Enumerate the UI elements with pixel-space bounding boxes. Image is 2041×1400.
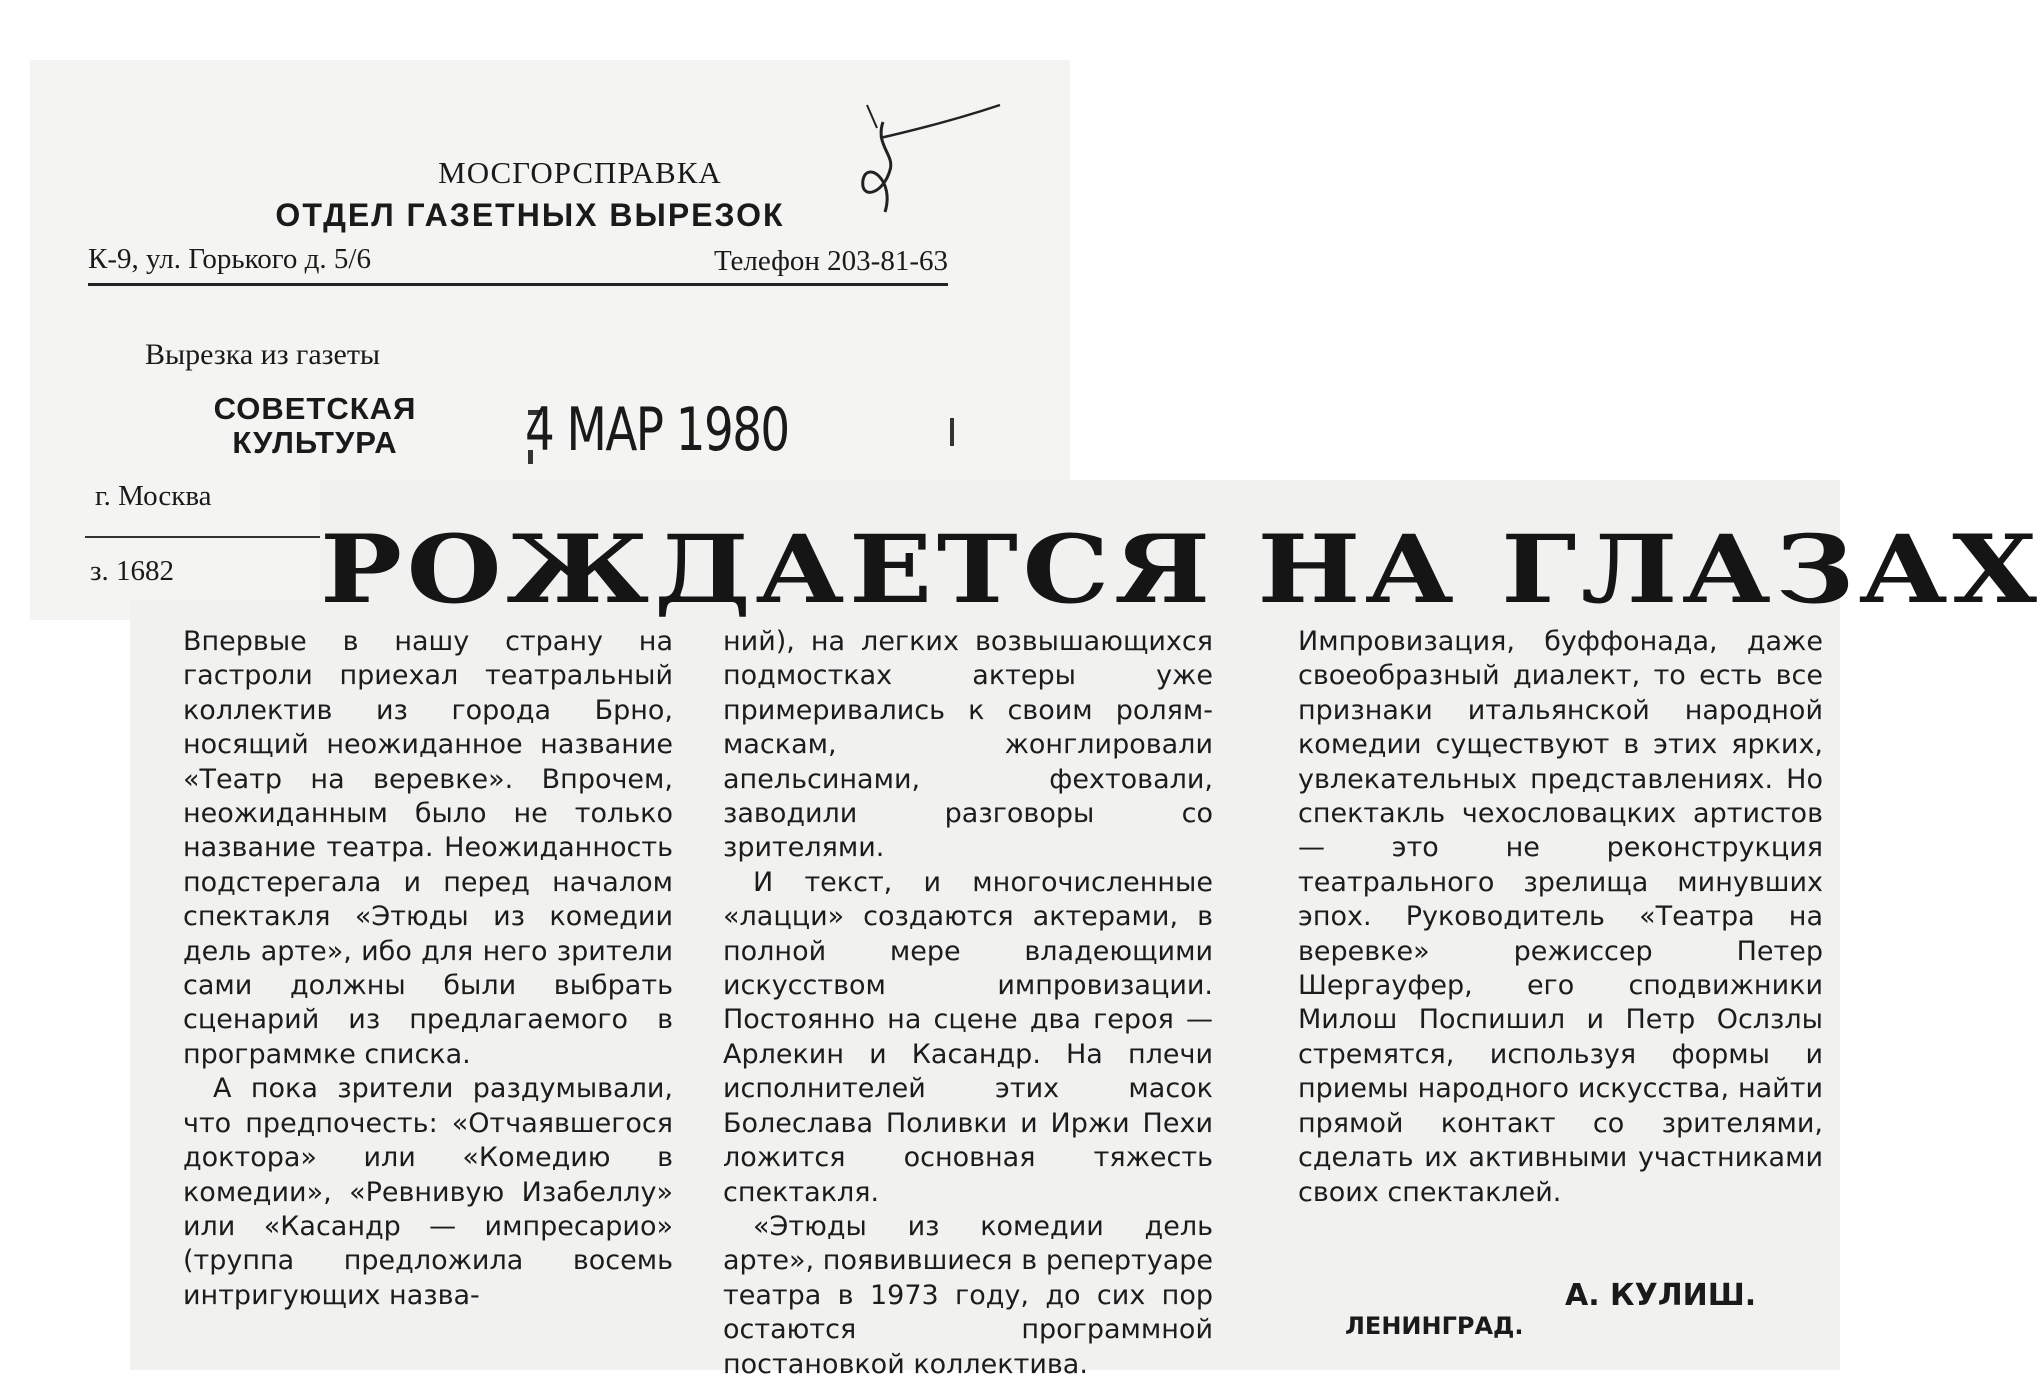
agency-name: МОСГОРСПРАВКА bbox=[438, 155, 722, 190]
order-number: з. 1682 bbox=[90, 555, 174, 587]
address-row bbox=[88, 243, 948, 286]
article-column-1 bbox=[183, 625, 673, 1313]
handwritten-mark bbox=[855, 100, 1005, 220]
city: г. Москва bbox=[95, 480, 212, 512]
author-signature: А. КУЛИШ. bbox=[1565, 1278, 1757, 1313]
author-city: ЛЕНИНГРАД. bbox=[1345, 1312, 1524, 1340]
paragraph: ний), на легких возвышающихся подмостках актеры уже примеривались к своим ролям-маскам, жонглировали апельсинами, фехтовали, заводили разговоры со зрителями. bbox=[723, 626, 1213, 864]
divider bbox=[85, 536, 320, 538]
article-column-3 bbox=[1298, 625, 1823, 1210]
article-headline: РОЖДАЕТСЯ НА ГЛАЗАХ bbox=[320, 515, 2041, 625]
phone: Телефон 203-81-63 bbox=[713, 245, 948, 277]
paragraph: И текст, и многочисленные «лацци» создаются актерами, в полной мере владеющими искусством импровизации. Постоянно на сцене два героя — Арлекин и Касандр. На плечи исполнителей этих масок Болеслава Поливки и Иржи Пехи ложится основная тяжесть спектакля. bbox=[723, 866, 1213, 1208]
article-column-2 bbox=[723, 625, 1213, 1382]
department-name: ОТДЕЛ ГАЗЕТНЫХ ВЫРЕЗОК bbox=[275, 197, 785, 233]
paragraph: Впервые в нашу страну на гастроли приехал театральный коллектив из города Брно, носящий неожиданное название «Театр на веревке». Впрочем, неожиданным было не только название театра. Неожиданность подстерегала и перед началом спектакля «Этюды из комедии дель арте», ибо для него зрители сами должны были выбрать сценарий из предлагаемого в программке списка. bbox=[183, 626, 673, 1070]
date-stamp: 4 МАР 1980 bbox=[525, 395, 789, 465]
newspaper-title: СОВЕТСКАЯ КУЛЬТУРА bbox=[213, 391, 417, 460]
paragraph: «Этюды из комедии дель арте», появившиеся в репертуаре театра в 1973 году, до сих пор остаются программной постановкой коллектива. bbox=[723, 1210, 1213, 1380]
clipping-label: Вырезка из газеты bbox=[145, 338, 381, 371]
paragraph: Импровизация, буффонада, даже своеобразный диалект, то есть все признаки итальянской народной комедии существуют в этих ярких, увлекательных представлениях. Но спектакль чехословацких артистов — это не реконструкция театрального зрелища минувших эпох. Руководитель «Театра на веревке» режиссер Петер Шергауфер, его сподвижники Милош Поспишил и Петр Ослзлы стремятся, используя формы и приемы народного искусства, найти прямой контакт со зрителями, сделать их активными участниками своих спектаклей. bbox=[1298, 626, 1823, 1208]
paragraph: А пока зрители раздумывали, что предпочесть: «Отчаявшегося доктора» или «Комедию в комедии», «Ревнивую Изабеллу» или «Касандр — импресарио» (труппа предложила восемь интригующих назва- bbox=[183, 1073, 673, 1311]
address: К-9, ул. Горького д. 5/6 bbox=[88, 243, 371, 275]
stamp-mark bbox=[950, 418, 954, 446]
